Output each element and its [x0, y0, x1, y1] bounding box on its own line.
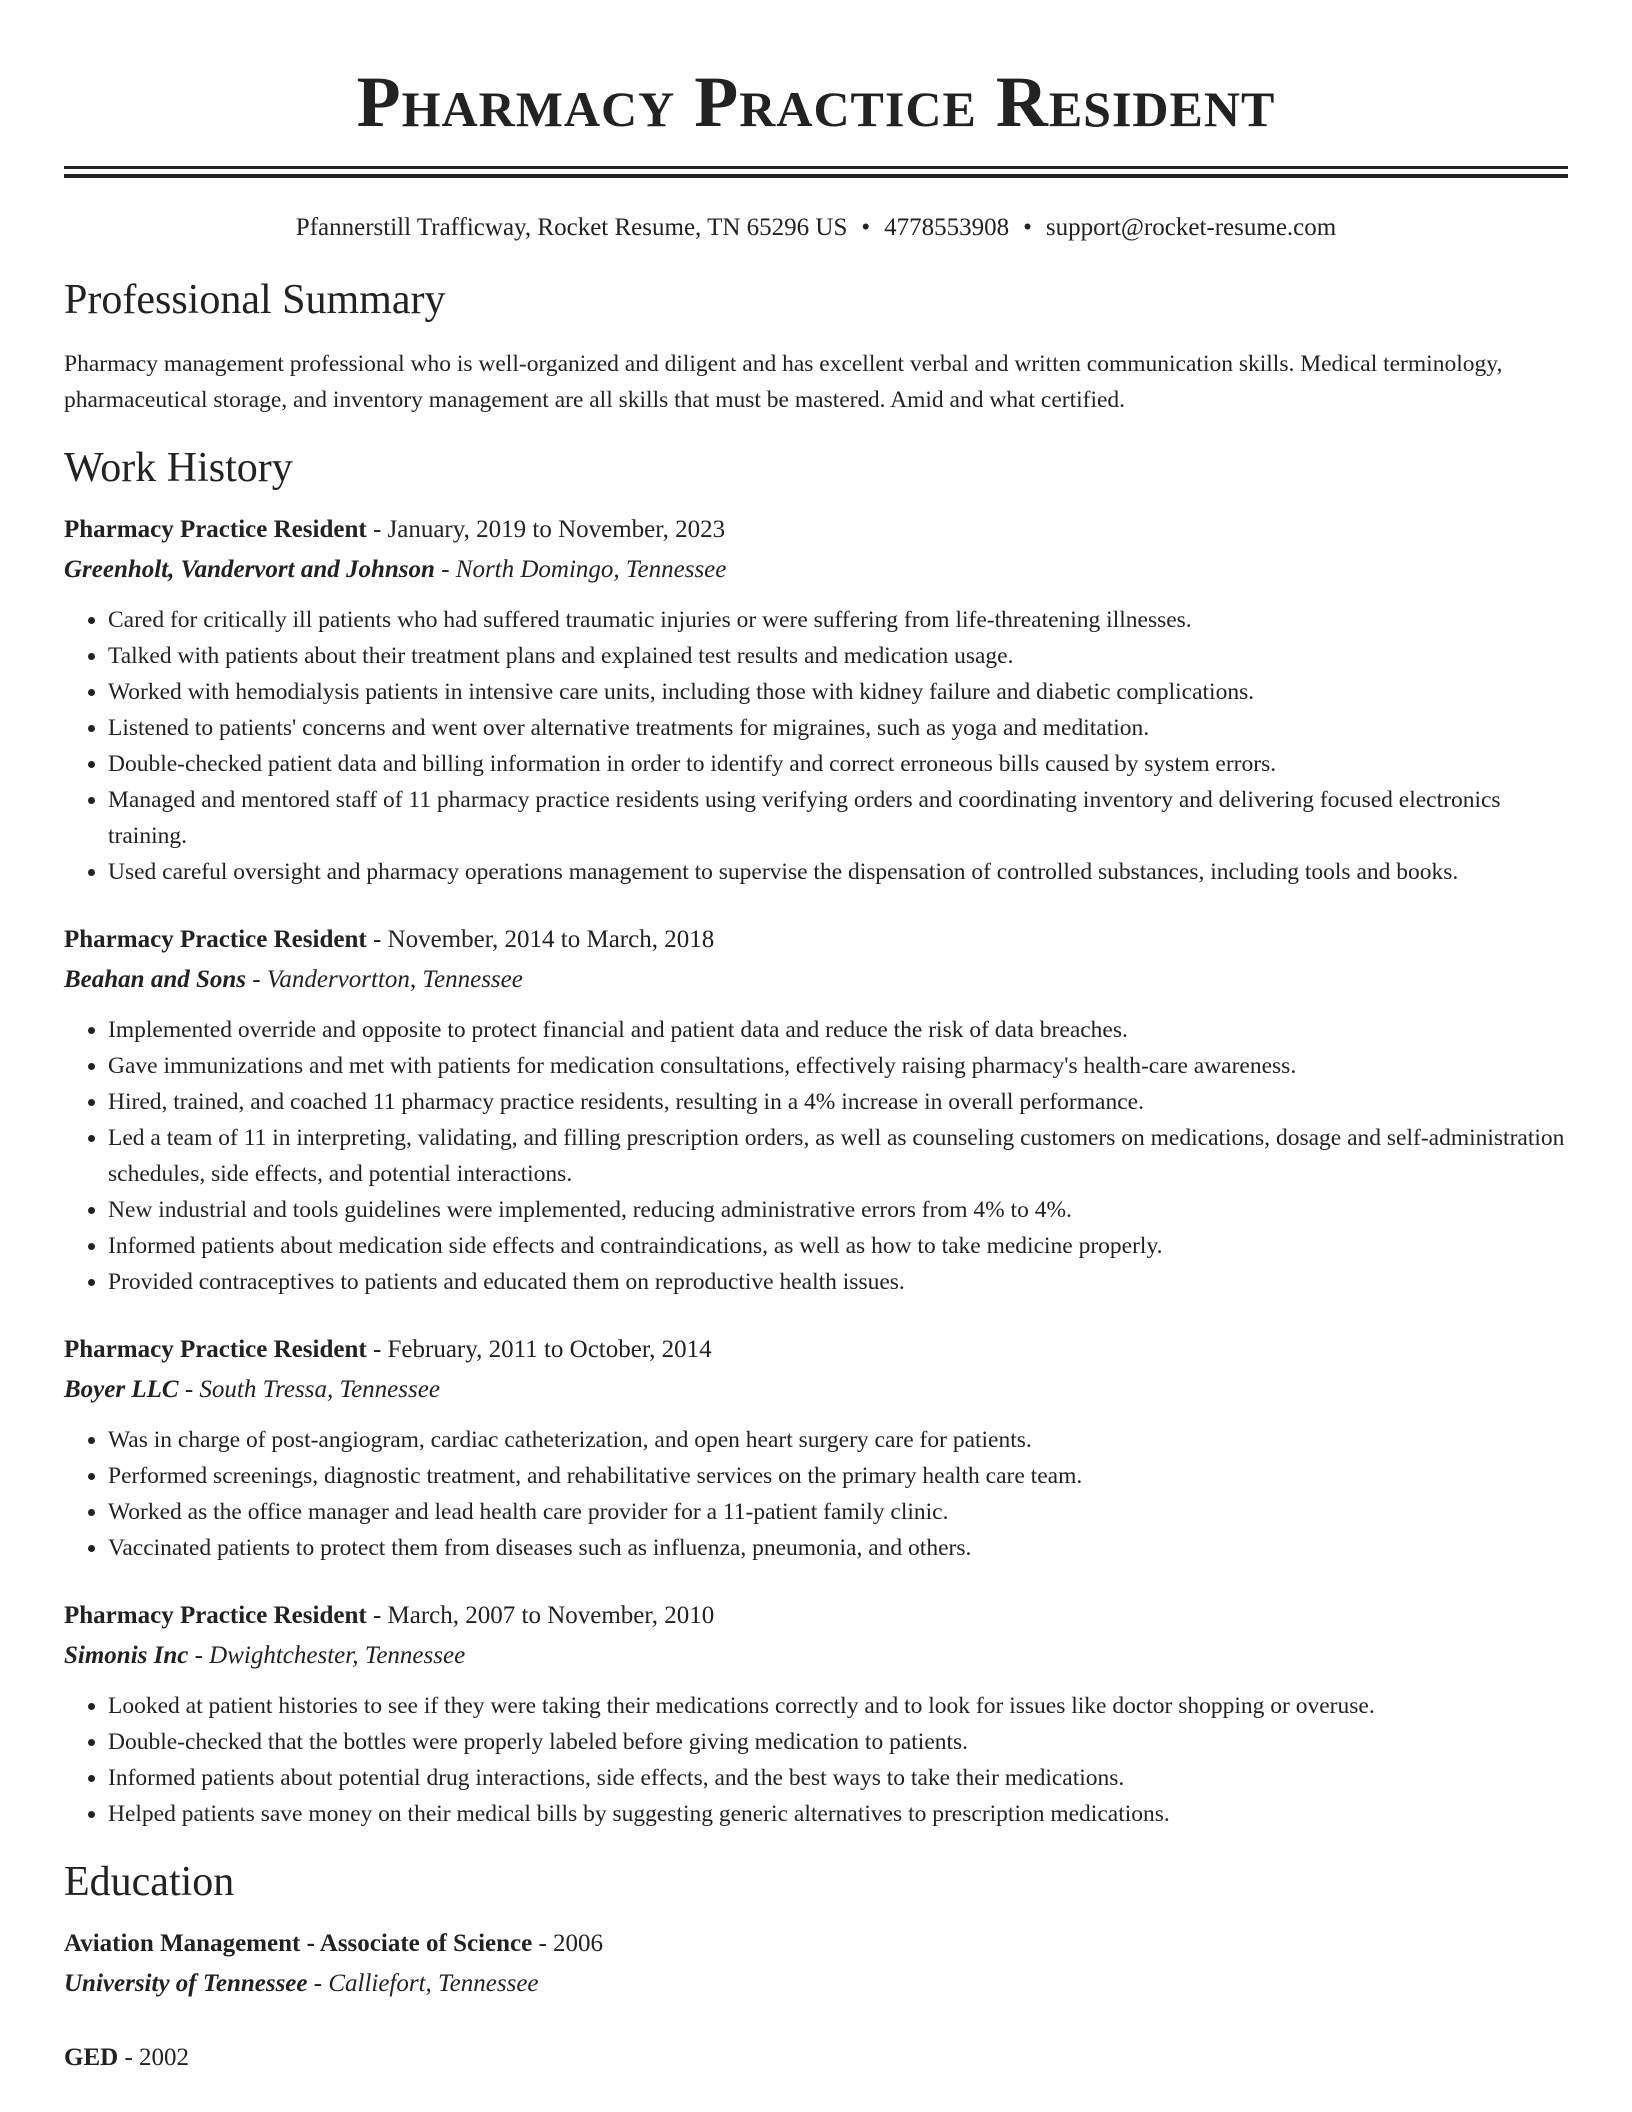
job-dates: - November, 2014 to March, 2018	[366, 926, 715, 953]
resume-page	[64, 0, 1568, 2078]
list-item: • Managed and mentored staff of 11 pharmacy practice residents using verifying orders and coordinating inventory and delivering focused electronics training.	[108, 782, 1568, 854]
job-heading	[64, 1330, 1568, 1370]
list-item: • Looked at patient histories to see if they were taking their medications correctly and to look for issues like doctor shopping or overuse.	[108, 1688, 1568, 1724]
job-company: Greenholt, Vandervort and Johnson	[64, 556, 435, 583]
list-item: • Implemented override and opposite to protect financial and patient data and reduce the risk of data breaches.	[108, 1012, 1568, 1048]
section-title-work-history: Work History	[64, 445, 293, 491]
job-location: - South Tressa, Tennessee	[178, 1376, 440, 1403]
education-year: - 2002	[118, 2044, 190, 2071]
list-item: • Was in charge of post-angiogram, cardiac catheterization, and open heart surgery care for patients.	[108, 1422, 1568, 1458]
list-item: • Used careful oversight and pharmacy operations management to supervise the dispensation of controlled substances, including tools and books.	[108, 854, 1568, 890]
list-item: • Informed patients about medication side effects and contraindications, as well as how to take medicine properly.	[108, 1228, 1568, 1264]
list-item: • Worked with hemodialysis patients in intensive care units, including those with kidney failure and diabetic complications.	[108, 674, 1568, 710]
job-duties-list	[64, 602, 1568, 890]
job-duties-list	[64, 1012, 1568, 1300]
list-item: • Provided contraceptives to patients and educated them on reproductive health issues.	[108, 1264, 1568, 1300]
education-year: - 2006	[532, 1930, 604, 1957]
list-item: • Hired, trained, and coached 11 pharmacy practice residents, resulting in a 4% increase in overall performance.	[108, 1084, 1568, 1120]
job-location: - North Domingo, Tennessee	[434, 556, 727, 583]
list-item: • Talked with patients about their treatment plans and explained test results and medication usage.	[108, 638, 1568, 674]
list-item: • Cared for critically ill patients who had suffered traumatic injuries or were suffering from life-threatening illnesses.	[108, 602, 1568, 638]
list-item: • Worked as the office manager and lead health care provider for a 11-patient family clinic.	[108, 1494, 1568, 1530]
job-heading	[64, 510, 1568, 550]
section-title-summary: Professional Summary	[64, 277, 446, 323]
job-employer	[64, 960, 1568, 1000]
section-title-education: Education	[64, 1859, 235, 1905]
job-employer	[64, 1636, 1568, 1676]
list-item: • Performed screenings, diagnostic treatment, and rehabilitative services on the primary health care team.	[108, 1458, 1568, 1494]
bullet-separator: •	[1023, 214, 1032, 241]
list-item: • Gave immunizations and met with patients for medication consultations, effectively raising pharmacy's health-care awareness.	[108, 1048, 1568, 1084]
list-item: • Informed patients about potential drug interactions, side effects, and the best ways to take their medications.	[108, 1760, 1568, 1796]
job-employer	[64, 1370, 1568, 1410]
job-entry	[64, 1596, 1568, 1832]
education-location: - Calliefort, Tennessee	[307, 1970, 539, 1997]
education-school-line	[64, 1964, 1568, 2004]
job-title: Pharmacy Practice Resident	[64, 926, 367, 953]
list-item: • Listened to patients' concerns and went over alternative treatments for migraines, such as yoga and meditation.	[108, 710, 1568, 746]
job-dates: - March, 2007 to November, 2010	[366, 1602, 715, 1629]
list-item: • Led a team of 11 in interpreting, validating, and filling prescription orders, as well as counseling customers on medications, dosage and self-administration schedules, side effects, and potential interactions.	[108, 1120, 1568, 1192]
job-location: - Vandervortton, Tennessee	[246, 966, 523, 993]
education-degree: GED	[64, 2044, 119, 2071]
education-heading	[64, 2038, 1568, 2078]
education-degree: Aviation Management - Associate of Science	[64, 1930, 533, 1957]
job-entry	[64, 1330, 1568, 1566]
title-divider-bottom	[64, 174, 1568, 178]
summary-text: Pharmacy management professional who is well-organized and diligent and has excellent verbal and written communication skills. Medical terminology, pharmaceutical storage, and inventory management are all skills that must be mastered. Amid and what certified.	[64, 351, 1503, 413]
education-school: University of Tennessee	[64, 1970, 308, 1997]
contact-address: Pfannerstill Trafficway, Rocket Resume, TN 65296 US	[295, 214, 848, 241]
list-item: • Double-checked patient data and billing information in order to identify and correct erroneous bills caused by system errors.	[108, 746, 1568, 782]
job-location: - Dwightchester, Tennessee	[188, 1642, 466, 1669]
list-item: • Double-checked that the bottles were properly labeled before giving medication to patients.	[108, 1724, 1568, 1760]
list-item: • New industrial and tools guidelines were implemented, reducing administrative errors from 4% to 4%.	[108, 1192, 1568, 1228]
contact-email: support@rocket-resume.com	[1045, 214, 1337, 241]
job-duties-list	[64, 1688, 1568, 1832]
job-entry	[64, 510, 1568, 890]
contact-phone: 4778553908	[884, 214, 1010, 241]
education-heading	[64, 1924, 1568, 1964]
job-title: Pharmacy Practice Resident	[64, 1336, 367, 1363]
list-item: • Helped patients save money on their medical bills by suggesting generic alternatives to prescription medications.	[108, 1796, 1568, 1832]
education-entry	[64, 1924, 1568, 2004]
bullet-separator: •	[861, 214, 871, 241]
job-heading	[64, 920, 1568, 960]
job-employer	[64, 550, 1568, 590]
job-duties-list	[64, 1422, 1568, 1566]
job-heading	[64, 1596, 1568, 1636]
list-item: • Vaccinated patients to protect them from diseases such as influenza, pneumonia, and others.	[108, 1530, 1568, 1566]
contact-line	[64, 212, 1568, 244]
job-company: Boyer LLC	[64, 1376, 179, 1403]
education-entry	[64, 2038, 1568, 2078]
page-title: Pharmacy Practice Resident	[356, 62, 1276, 142]
job-entry	[64, 920, 1568, 1300]
job-company: Simonis Inc	[64, 1642, 189, 1669]
job-title: Pharmacy Practice Resident	[64, 1602, 367, 1629]
title-divider-top	[64, 166, 1568, 169]
job-dates: - January, 2019 to November, 2023	[366, 516, 726, 543]
job-dates: - February, 2011 to October, 2014	[366, 1336, 712, 1363]
job-company: Beahan and Sons	[64, 966, 247, 993]
job-title: Pharmacy Practice Resident	[64, 516, 367, 543]
